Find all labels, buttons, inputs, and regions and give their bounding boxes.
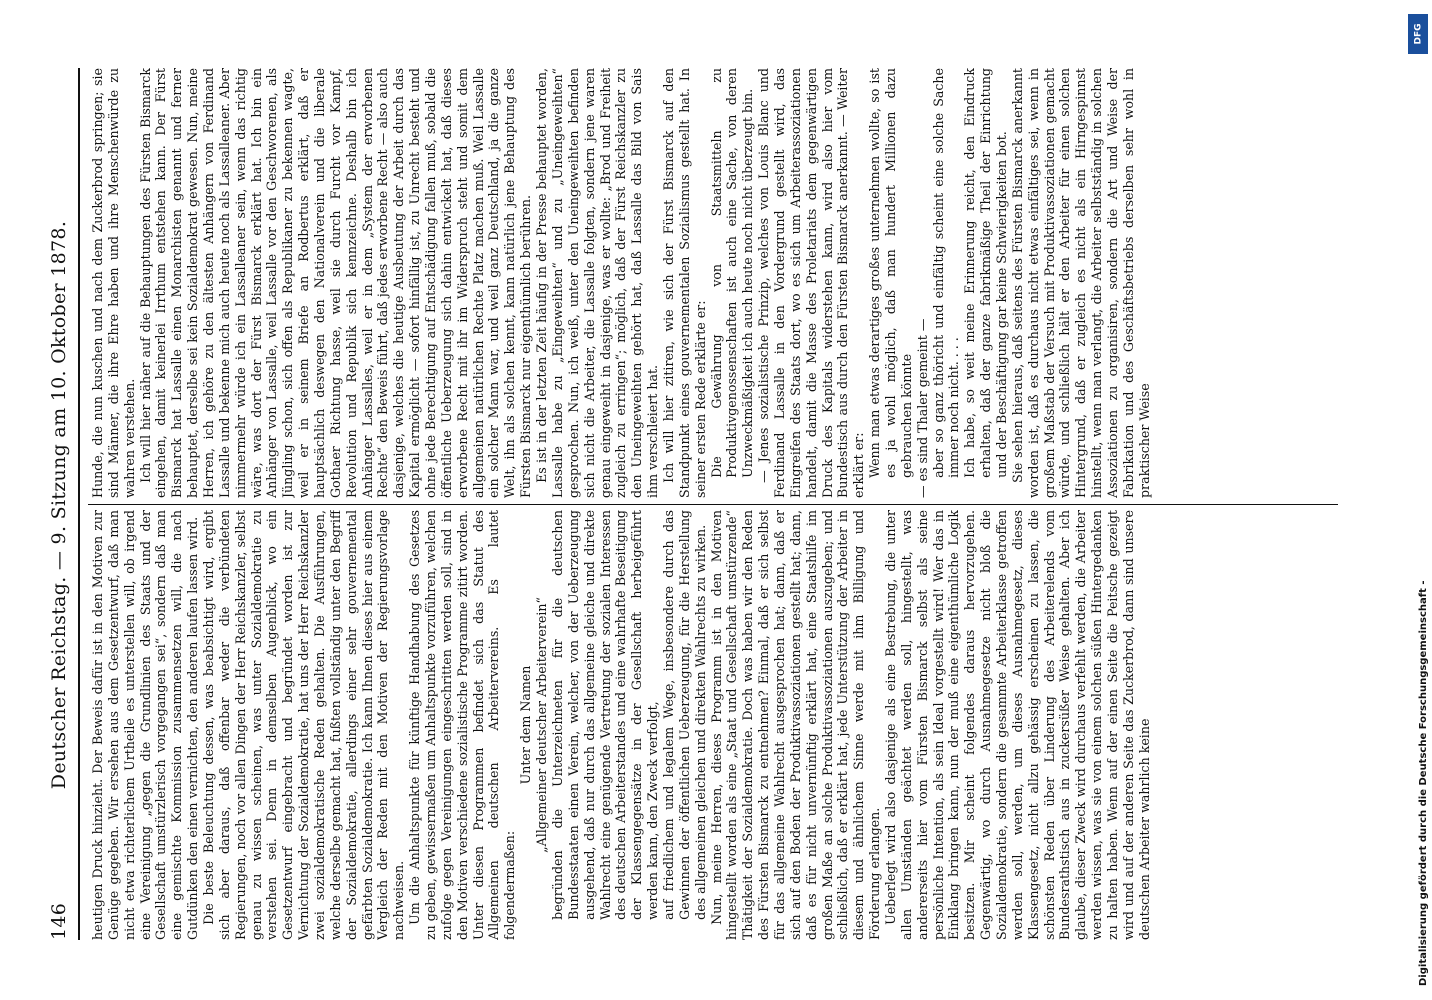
paragraph: begründen die Unterzeichneten für die deutschen Bundesstaaten einen Verein, welcher, von der Ueberzeugung ausgehend, daß nur durch das allgemeine gleiche und direkte Wahlrecht eine genügende Vertretung der sozialen Interessen des deutschen Arbeiterstandes und eine wahrhafte Beseitigung der Klassengegensätze in der Gesellschaft herbeigeführt werden kann, den Zweck verfolgt,	[549, 510, 661, 920]
paragraph: Ueberlegt wird also dasjenige als eine Bestrebung, die unter allen Umständen geächtet werden soll, hingestellt, was andererseits hier vom Fürsten Bismarck selbst als seine persönliche Intention, als sein Ideal vorgestellt wird! Wer das in Einklang bringen kann, nun der muß eine eigenthümliche Logik besitzen. Mir scheint folgendes daraus hervorzugehen. Gegenwärtig, wo durch Ausnahmegesetze nicht bloß die Sozialdemokratie, sondern die gesammte Arbeiterklasse getroffen werden soll, werden, um dieses Ausnahmegesetz, dieses Klassengesetz, nicht allzu gehässig erscheinen zu lassen, die schönsten Reden über Linderung des Arbeiterelends vom Bundesrathstisch aus in zuckersüßer Weise gehalten. Aber ich glaube, dieser Zweck wird durchaus verfehlt werden, die Arbeiter werden wissen, was sie von einem solchen süßen Hintergedanken zu halten haben. Wenn auf der einen Seite die Peitsche gezeigt wird und auf der anderen Seite das Zuckerbrod, dann sind unsere deutschen Arbeiter wahrlich keine	[882, 510, 1152, 940]
paragraph: Sie sehen hieraus, daß seitens des Fürsten Bismarck anerkannt worden ist, daß es durchaus nicht etwas einfältiges sei, wenn in großem Maßstab der Versuch mit Produktivassoziationen gemacht würde, und schließlich hält er den Arbeiter für einen solchen Hintergrund, daß er zugleich es nicht als ein Hirngespinnst hinstellt, wenn man verlangt, die Arbeiter selbstständig in solchen Assoziationen zu organisiren, sondern die Art und Weise der Fabrikation und des Geschäftsbetriebs derselben sehr wohl in praktischer Weise	[1009, 68, 1152, 498]
page-header	[48, 70, 76, 940]
paragraph: Ich habe, so weit meine Erinnerung reicht, den Eindruck erhalten, daß der ganze fabrikmäßige Theil der Einrichtung und der Beschäftigung gar keine Schwierigkeiten bot.	[962, 68, 1009, 478]
header-rule	[78, 68, 80, 940]
right-column	[90, 68, 1340, 498]
paragraph: Nun, meine Herren, dieses Programm ist in den Motiven hingestellt worden als eine „Staat und Gesellschaft umstürzende“ Thätigkeit der Sozialdemokratie. Doch was haben wir den Reden des Fürsten Bismarck zu entnehmen? Einmal, daß er sich selbst für das allgemeine Wahlrecht ausgesprochen hat; dann, daß er sich auf den Boden der Produktivassoziationen gestellt hat; dann, daß es für nicht unvernünftig erklärt hat, eine Staatshilfe im großen Maße an solche Produktivassoziationen auszugeben; und schließlich, daß er erklärt hat, jede Unterstützung der Arbeiter in diesem und ähnlichem Sinne werde mit ihm Billigung und Förderung erlangen.	[708, 510, 883, 940]
credit-text: Digitalisierung gefördert durch die Deutsche Forschungsgemeinschaft -	[1418, 580, 1429, 986]
digitization-credit	[1408, 14, 1428, 986]
paragraph: auf friedlichem und legalem Wege, insbesondere durch das Gewinnen der öffentlichen Ueberzeugung, für die Herstellung des allgemeinen gleichen und direkten Wahlrechts zu wirken.	[660, 510, 708, 920]
left-column	[90, 510, 1340, 940]
paragraph: Hunde, die nun kuschen und nach dem Zuckerbrod springen; sie sind Männer, die ihre Ehre haben und ihre Menschenwürde zu wahren verstehen.	[90, 68, 137, 498]
paragraph: Um die Anhaltspunkte für künftige Handhabung des Gesetzes zu geben, gewissermaßen um Anhaltspunkte vorzuführen, welchen zufolge gegen Vereinigungen eingeschritten werden soll, sind in den Motiven verschiedene sozialistische Programme zitirt worden. Unter diesen Programmen befindet sich das Statut des Allgemeinen deutschen Arbeitervereins. Es lautet folgendermaßen:	[407, 510, 518, 940]
dfg-logo-icon	[1408, 14, 1428, 54]
page-number: 146	[48, 902, 70, 940]
paragraph: Es ist in der letzten Zeit häufig in der Presse behauptet worden, Lassalle habe zu „Eingeweihten“ und zu „Uneingeweihten“ gesprochen. Nun, ich weiß, unter den Uneingeweihten befinden sich nicht die Arbeiter, die Lassalle folgten, sondern jene waren genau eingeweiht in dasjenige, was er wollte: „Brod und Freiheit zugleich zu erringen“; möglich, daß der Fürst Reichskanzler zu den Uneingeweihten gehört hat, daß Lassalle das Bild von Sais ihm verschleiert hat.	[534, 68, 661, 498]
paragraph: — es sind Thaler gemeint —	[914, 318, 930, 498]
paragraph: aber so ganz thöricht und einfältig scheint eine solche Sache immer noch nicht. . . .	[930, 68, 962, 478]
paragraph: Ich will hier näher auf die Behauptungen des Fürsten Bismarck eingehen, damit keinerlei Irrthum entstehen kann. Der Fürst Bismarck hat Lassalle einen Monarchisten genannt und ferner behauptet, derselbe sei kein Sozialdemokrat gewesen. Nun, meine Herren, ich gehöre zu den ältesten Anhängern von Ferdinand Lassalle und bekenne mich auch heute noch als Lassalleaner. Aber nimmermehr würde ich ein Lassalleaner sein, wenn das richtig wäre, was dort der Fürst Bismarck erklärt hat. Ich bin ein Anhänger von Lassalle, weil Lassalle vor den Geschworenen, als Jüngling schon, sich offen als Republikaner zu bekennen wagte, weil er in seinem Briefe an Rodbertus erklärt, daß er hauptsächlich deswegen den Nationalverein und die liberale Gothaer Richtung hasse, weil sie durch Furcht vor Kampf, Revolution und Republik sich kennzeichne. Deshalb bin ich Anhänger Lassalles, weil er in dem „System der erworbenen Rechte“ den Beweis führt, daß jedes erworbene Recht — also auch dasjenige, welches die heutige Ausbeutung der Arbeit durch das Kapital ermöglicht — sofort hinfällig ist, zu Unrecht besteht und ohne jede Berechtigung auf Entschädigung fallen muß, sobald die öffentliche Ueberzeugung sich dahin entwickelt hat, daß dieses erworbene Recht mit ihr im Widerspruch steht und somit dem allgemeinen natürlichen Rechte Platz machen muß. Weil Lassalle ein solcher Mann war, und weil ganz Deutschland, ja die ganze Welt, ihn als solchen kennt, kann natürlich jene Behauptung des Fürsten Bismarck nur eigenthümlich berühren.	[137, 68, 534, 498]
paragraph: „Allgemeiner deutscher Arbeiterverein“	[534, 597, 550, 853]
paragraph: heutigen Druck hinzieht. Der Beweis dafür ist in den Motiven zur Genüge gegeben. Wir ersehen aus dem Gesetzentwurf, daß man nicht etwa richterlichem Urtheile es unterstellen will, ob irgend eine Vereinigung „gegen die Grundlinien des Staats und der Gesellschaft umstürzlerisch vorgegangen sei“, sondern daß man eine gemischte Kommission zusammensetzen will, die nach Gutdünken den einen vernichten, den anderen laufen lassen wird.	[90, 510, 201, 940]
page-title: Deutscher Reichstag. — 9. Sitzung am 10. Oktober 1878.	[48, 220, 70, 790]
paragraph: Die beste Beleuchtung dessen, was beabsichtigt wird, ergibt sich aber daraus, daß offenbar weder die verbündeten Regierungen, noch vor allen Dingen der Herr Reichskanzler, selbst genau zu wissen scheinen, was unter Sozialdemokratie zu verstehen sei. Denn in demselben Augenblick, wo ein Gesetzentwurf eingebracht und begründet worden ist zur Vernichtung der Sozialdemokratie, hat uns der Herr Reichskanzler zwei sozialdemokratische Reden gehalten. Die Ausführungen, welche derselbe gemacht hat, fußten vollständig unter den Begriff der Sozialdemokratie, allerdings einer sehr gouvernemental gefärbten Sozialdemokratie. Ich kann Ihnen dieses hier aus einem Vergleich der Reden mit den Motiven der Regierungsvorlage nachweisen.	[201, 510, 407, 940]
paragraph: Wenn man etwas derartiges großes unternehmen wollte, so ist es ja wohl möglich, daß man hundert Millionen dazu gebrauchen könnte	[867, 68, 914, 478]
paragraph: Unter dem Namen	[518, 665, 534, 785]
paragraph: Ich will hier zitiren, wie sich der Fürst Bismarck auf den Standpunkt eines gouvernementalen Sozialismus gestellt hat. In seiner ersten Rede erklärte er:	[660, 68, 708, 498]
paragraph: Die Gewährung von Staatsmitteln zu Produktivgenossenschaften ist auch eine Sache, von deren Unzweckmäßigkeit ich auch heute noch nicht überzeugt bin.	[708, 68, 756, 478]
paragraph: — Jenes sozialistische Prinzip, welches von Louis Blanc und Ferdinand Lassalle in den Vordergrund gestellt wird, das Eingreifen des Staats dort, wo es sich um Arbeiterassoziationen handelt, damit die Masse des Proletariats dem gegenwärtigen Druck des Kapitals widerstehen kann, wird also hier vom Bundestisch aus durch den Fürsten Bismarck anerkannt. — Weiter erklärt er:	[756, 68, 867, 498]
dfg-logo-label: DFG	[1413, 23, 1424, 45]
column-divider	[88, 504, 1338, 505]
